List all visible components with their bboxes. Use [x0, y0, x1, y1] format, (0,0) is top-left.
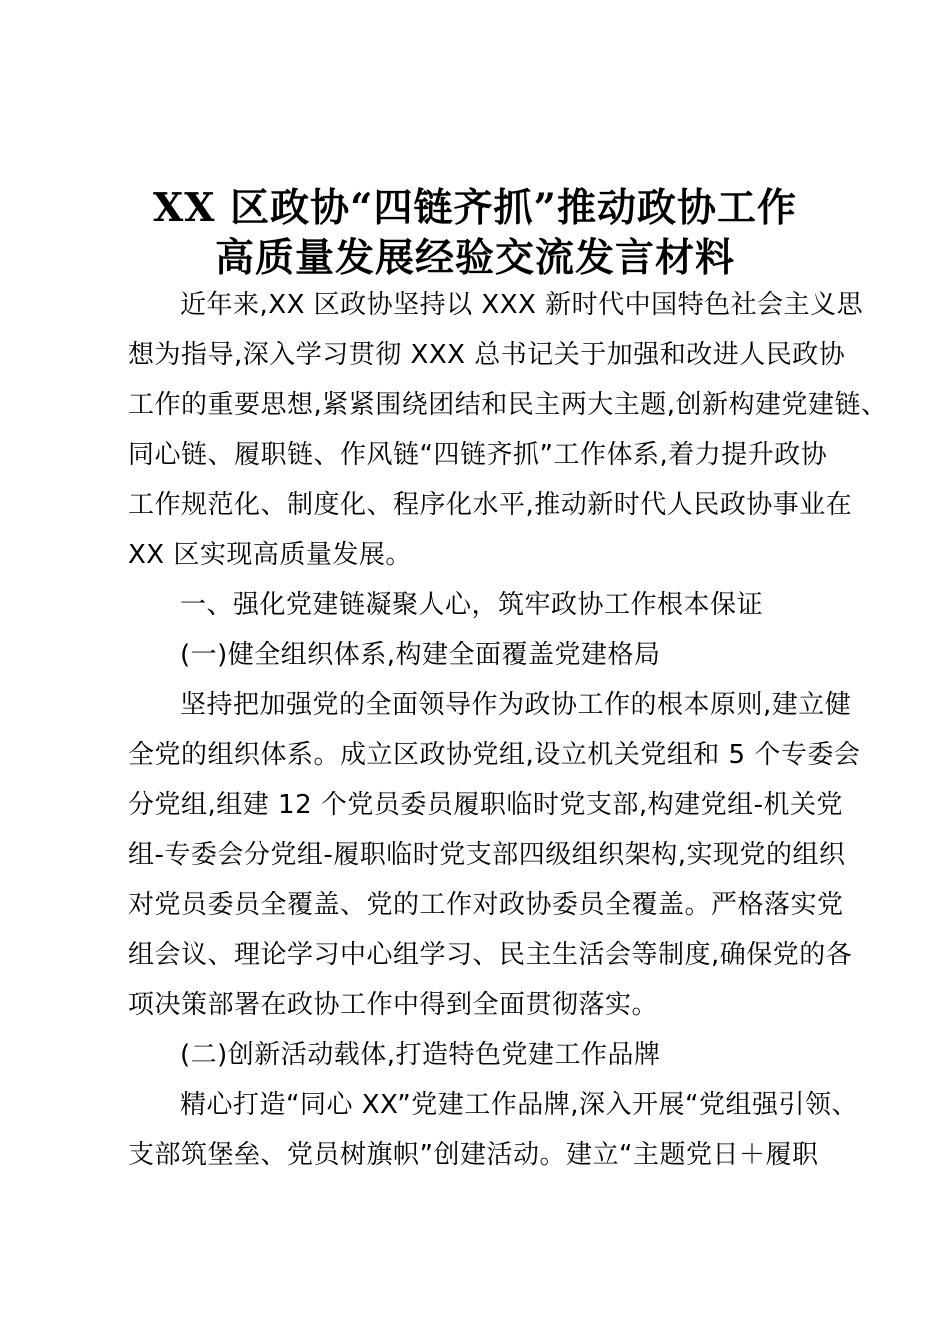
subsection-heading-2: (二)创新活动载体,打造特色党建工作品牌 — [180, 1040, 661, 1070]
paragraph-line: 支部筑堡垒、党员树旗帜”创建活动。建立“主题党日＋履职 — [128, 1140, 819, 1170]
paragraph-intro-line: 工作规范化、制度化、程序化水平,推动新时代人民政协事业在 — [128, 490, 853, 520]
paragraph-intro-line: 同心链、履职链、作风链“四链齐抓”工作体系,着力提升政协 — [128, 440, 828, 470]
paragraph-line: 组会议、理论学习中心组学习、民主生活会等制度,确保党的各 — [128, 940, 853, 970]
paragraph-line: 对党员委员全覆盖、党的工作对政协委员全覆盖。严格落实党 — [128, 890, 844, 920]
document-title-line-1: XX 区政协“四链齐抓”推动政协工作 — [153, 185, 797, 231]
section-heading-1: 一、强化党建链凝聚人心，筑牢政协工作根本保证 — [180, 590, 764, 620]
paragraph-line: 分党组,组建 12 个党员委员履职临时党支部,构建党组-机关党 — [128, 790, 844, 820]
document-title-line-2: 高质量发展经验交流发言材料 — [214, 235, 735, 281]
paragraph-line: 精心打造“同心 XX”党建工作品牌,深入开展“党组强引领、 — [180, 1090, 859, 1120]
paragraph-line: 全党的组织体系。成立区政协党组,设立机关党组和 5 个专委会 — [128, 740, 861, 770]
paragraph-intro-line: 想为指导,深入学习贯彻 XXX 总书记关于加强和改进人民政协 — [128, 340, 846, 370]
paragraph-line: 坚持把加强党的全面领导作为政协工作的根本原则,建立健 — [180, 690, 852, 720]
paragraph-intro-line: 工作的重要思想,紧紧围绕团结和民主两大主题,创新构建党建链、 — [128, 390, 888, 420]
paragraph-intro-line: 近年来,XX 区政协坚持以 XXX 新时代中国特色社会主义思 — [180, 290, 864, 320]
paragraph-line: 组-专委会分党组-履职临时党支部四级组织架构,实现党的组织 — [128, 840, 846, 870]
paragraph-line: 项决策部署在政协工作中得到全面贯彻落实。 — [128, 990, 659, 1020]
subsection-heading-1: (一)健全组织体系,构建全面覆盖党建格局 — [180, 640, 661, 670]
paragraph-intro-line: XX 区实现高质量发展。 — [128, 540, 412, 570]
